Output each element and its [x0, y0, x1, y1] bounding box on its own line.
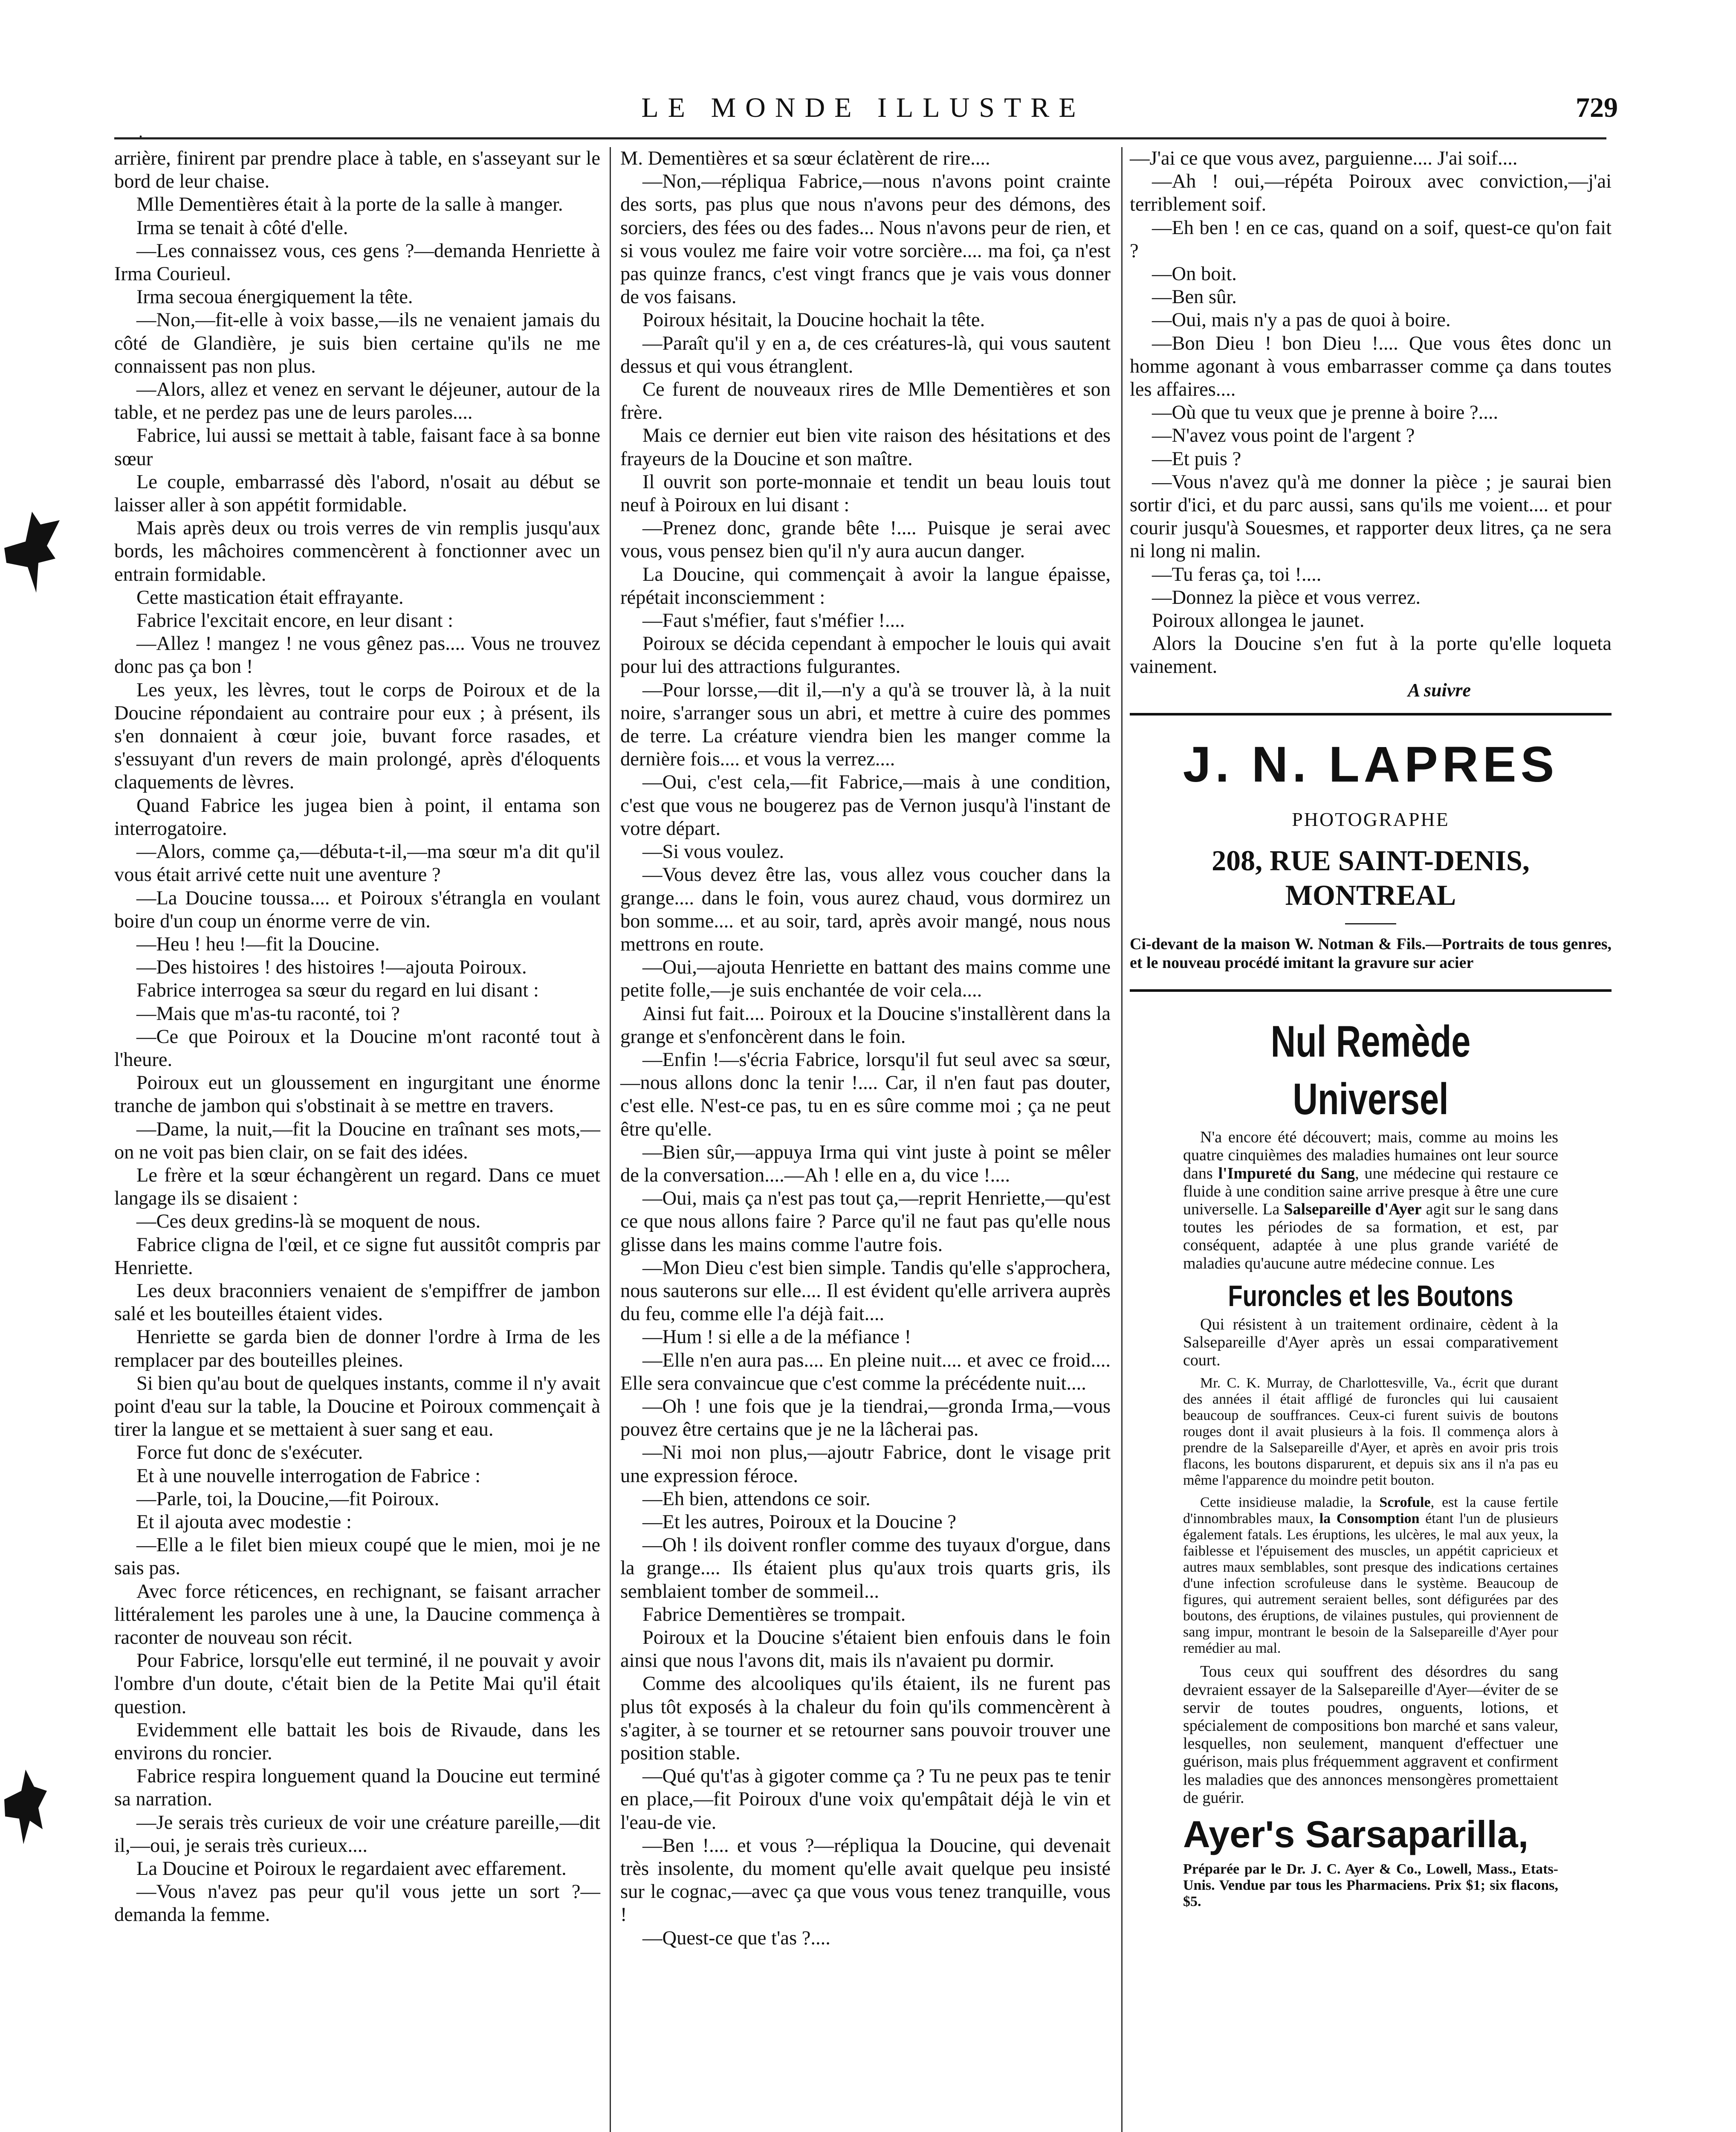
advert-ayer-testimonial: Mr. C. K. Murray, de Charlottesville, Va., écrit que durant des années il était affligé de furoncles qui lui causaient beaucoup de souffrances. Ceux-ci furent suivis de boutons rouges dont il avait plusieurs à la fois. Il commença alors à prendre de la Salsepareille d'Ayer, et après en avoir pris trois flacons, les boutons disparurent, et depuis six ans il n'a pas eu même l'apparence du moindre petit bouton. [1183, 1375, 1558, 1489]
paragraph: Fabrice Dementières se trompait. [642, 1603, 906, 1625]
paragraph: Cette mastication était effrayante. [136, 586, 404, 608]
paragraph: Avec force réticences, en rechignant, se faisant arracher littéralement les paroles une à une, la Daucine commença à raconter de nouveau son récit. [114, 1580, 600, 1648]
header-rule [114, 137, 1606, 139]
paragraph: Fabrice l'excitait encore, en leur disant : [136, 610, 454, 632]
paragraph: —Oh ! ils doivent ronfler comme des tuyaux d'orgue, dans la grange.... Ils étaient plus qu'aux trois quarts gris, ils semblaient tomber de sommeil... [620, 1534, 1111, 1602]
paragraph: Le couple, embarrassé dès l'abord, n'osait au début se laisser aller à son appétit formidable. [114, 471, 600, 516]
paragraph: —Oui,—ajouta Henriette en battant des mains comme une petite folle,—je suis enchantée de voir cela.... [620, 956, 1111, 1002]
paragraph: Comme des alcooliques qu'ils étaient, ils ne furent pas plus tôt exposés à la chaleur du foin qu'ils commencèrent à s'agiter, à se tourner et se retourner sans pouvoir trouver une position stable. [620, 1673, 1111, 1764]
page-header [109, 92, 1618, 141]
paragraph: Fabrice cligna de l'œil, et ce signe fut aussitôt compris par Henriette. [114, 1234, 600, 1279]
paragraph: —Bien sûr,—appuya Irma qui vint juste à point se mêler de la conversation....—Ah ! elle en a, du vice !.... [620, 1141, 1111, 1186]
paragraph: Les yeux, les lèvres, tout le corps de Poiroux et de la Doucine répondaient au contraire pour eux ; à présent, ils s'en donnaient à cœur joie, buvant force rasades, et s'essuyant d'un revers de main prolongé, après d'éloquents claquements de lèvres. [114, 679, 600, 794]
paragraph: —Eh bien, attendons ce soir. [642, 1488, 871, 1510]
advert-lapres-divider [1345, 923, 1396, 924]
paragraph: —Je serais très curieux de voir une créature pareille,—dit il,—oui, je serais très curieux.... [114, 1811, 600, 1857]
paragraph: —Mais que m'as-tu raconté, toi ? [136, 1002, 400, 1025]
header-dot: . [139, 122, 143, 141]
paragraph: —J'ai ce que vous avez, parguienne.... J'ai soif.... [1130, 148, 1518, 169]
paragraph: —Ben sûr. [1152, 286, 1237, 308]
paragraph: Le frère et la sœur échangèrent un regard. Dans ce muet langage ils se disaient : [114, 1164, 600, 1210]
paragraph: —Allez ! mangez ! ne vous gênez pas.... Vous ne trouvez donc pas ça bon ! [114, 633, 600, 678]
paragraph: Irma se tenait à côté d'elle. [136, 217, 348, 239]
advert-lapres-name: J. N. LAPRES [1183, 736, 1559, 793]
paragraph: Mlle Dementières était à la porte de la salle à manger. [136, 194, 563, 216]
paragraph: —Des histoires ! des histoires !—ajouta Poiroux. [136, 956, 527, 979]
paragraph: —Heu ! heu !—fit la Doucine. [136, 933, 380, 955]
paragraph: —Enfin !—s'écria Fabrice, lorsqu'il fut seul avec sa sœur,—nous allons donc la tenir !.... Car, il n'en faut pas douter, c'est elle. N'est-ce pas, tu en es sûre comme moi ; ça ne peut être qu'elle. [620, 1049, 1111, 1140]
advert-lapres [1130, 735, 1612, 972]
paragraph: —Paraît qu'il y en a, de ces créatures-là, qui vous sautent dessus et qui vous étranglent. [620, 332, 1111, 377]
paragraph: —Alors, comme ça,—débuta-t-il,—ma sœur m'a dit qu'il vous était arrivé cette nuit une aventure ? [114, 841, 600, 886]
paragraph: —Ces deux gredins-là se moquent de nous. [136, 1211, 481, 1233]
paragraph: —Mon Dieu c'est bien simple. Tandis qu'elle s'approchera, nous sauterons sur elle.... Il est évident qu'elle arrivera auprès du feu, comme elle l'a déjà fait.... [620, 1257, 1111, 1325]
paragraph: Si bien qu'au bout de quelques instants, comme il n'y avait point d'eau sur la table, la Doucine et Poiroux commençait à tirer la langue et se mettaient à suer sang et eau. [114, 1372, 600, 1441]
paragraph: Mais ce dernier eut bien vite raison des hésitations et des frayeurs de la Doucine et son maître. [620, 425, 1111, 470]
paragraph: Evidemment elle battait les bois de Rivaude, dans les environs du roncier. [114, 1719, 600, 1764]
advert-ayer-paragraph-2: Qui résistent à un traitement ordinaire, cèdent à la Salsepareille d'Ayer après un essai comparativement court. [1183, 1315, 1558, 1370]
paragraph: —Les connaissez vous, ces gens ?—demanda Henriette à Irma Courieul. [114, 240, 600, 285]
paragraph: —Ah ! oui,—répéta Poiroux avec conviction,—j'ai terriblement soif. [1130, 171, 1612, 216]
paragraph: Poiroux hésitait, la Doucine hochait la tête. [642, 309, 985, 331]
paragraph: arrière, finirent par prendre place à table, en s'asseyant sur le bord de leur chaise. [114, 148, 600, 193]
paragraph: M. Dementières et sa sœur éclatèrent de rire.... [620, 148, 990, 169]
paragraph: —Ni moi non plus,—ajoutr Fabrice, dont le visage prit une expression féroce. [620, 1442, 1111, 1487]
paragraph: —Et les autres, Poiroux et la Doucine ? [642, 1511, 957, 1533]
paragraph: —Oh ! une fois que je la tiendrai,—gronda Irma,—vous pouvez être certains que je ne la lâcherai pas. [620, 1395, 1111, 1441]
paragraph: Mais après deux ou trois verres de vin remplis jusqu'aux bords, les mâchoires commencèrent à fonctionner avec un entrain formidable. [114, 517, 600, 585]
paragraph: Poiroux allongea le jaunet. [1152, 610, 1365, 632]
paragraph: Pour Fabrice, lorsqu'elle eut terminé, il ne pouvait y avoir l'ombre d'un doute, c'était bien de la Petite Mai qu'il était question. [114, 1650, 600, 1718]
paragraph: Les deux braconniers venaient de s'empiffrer de jambon salé et les bouteilles étaient vides. [114, 1280, 600, 1325]
page-number: 729 [1576, 92, 1618, 123]
paragraph: La Doucine et Poiroux le regardaient avec effarement. [136, 1858, 567, 1880]
paragraph: La Doucine, qui commençait à avoir la langue épaisse, répétait inconsciemment : [620, 563, 1111, 608]
advert-ayer-paragraph-4: Cette insidieuse maladie, la Scrofule, est la cause fertile d'innombrables maux, la Consomption étant l'un de plusieurs également fatals. Les éruptions, les ulcères, le mal aux yeux, la faiblesse et l'épuisement des muscles, un appétit capricieux et autres maux semblables, sont presque des indications certaines d'une infection scrofuleuse dans le système. Beaucoup de figures, qui autrement seraient belles, sont défigurées par des boutons, des éruptions, de vilaines pustules, qui proviennent de sang impur, montrant le besoin de la Salsepareille d'Ayer pour remédier au mal. [1183, 1495, 1558, 1657]
text-column-2 [620, 147, 1111, 1950]
separator-rule [1130, 713, 1612, 715]
paragraph: Quand Fabrice les jugea bien à point, il entama son interrogatoire. [114, 794, 600, 840]
paragraph: —Où que tu veux que je prenne à boire ?.... [1152, 402, 1499, 424]
paragraph: Alors la Doucine s'en fut à la porte qu'elle loqueta vainement. [1130, 633, 1612, 678]
paragraph: Poiroux eut un gloussement en ingurgitant une énorme tranche de jambon qui s'obstinait à se mettre en travers. [114, 1072, 600, 1117]
paragraph: —Tu feras ça, toi !.... [1152, 563, 1322, 585]
text-column-1 [114, 147, 600, 1927]
paragraph: —Oui, mais n'y a pas de quoi à boire. [1152, 309, 1451, 331]
paragraph: —N'avez vous point de l'argent ? [1152, 425, 1415, 447]
paragraph: —Qué qu't'as à gigoter comme ça ? Tu ne peux pas te tenir en place,—fit Poiroux d'une voix qu'empâtait déjà le vin et l'eau-de vie. [620, 1765, 1111, 1834]
paragraph: —Prenez donc, grande bête !.... Puisque je serai avec vous, vous pensez bien qu'il n'y aura aucun danger. [620, 517, 1111, 562]
paragraph: —Dame, la nuit,—fit la Doucine en traînant ses mots,—on ne voit pas bien clair, on se fait des idées. [114, 1118, 600, 1163]
paragraph: —Parle, toi, la Doucine,—fit Poiroux. [136, 1488, 440, 1510]
advert-ayer-brand: Ayer's Sarsaparilla, [1183, 1813, 1529, 1856]
journal-title: LE MONDE ILLUSTRE [641, 92, 1085, 123]
paragraph: Fabrice, lui aussi se mettait à table, faisant face à sa bonne sœur [114, 425, 600, 470]
paragraph: —Bon Dieu ! bon Dieu !.... Que vous êtes donc un homme agonant à vous embarrasser comme ça dans toutes les affaires.... [1130, 332, 1612, 401]
paragraph: Et il ajouta avec modestie : [136, 1511, 352, 1533]
paragraph: —La Doucine toussa.... et Poiroux s'étrangla en voulant boire d'un coup un énorme verre de vin. [114, 887, 600, 932]
paragraph: Poiroux se décida cependant à empocher le louis qui avait pour lui des attractions fulgurantes. [620, 633, 1111, 678]
separator-rule-2 [1130, 989, 1612, 992]
paragraph: —Hum ! si elle a de la méfiance ! [642, 1326, 911, 1348]
advert-ayer [1183, 1013, 1558, 1910]
advert-lapres-subtitle: PHOTOGRAPHE [1292, 808, 1450, 831]
advert-lapres-address: 208, RUE SAINT-DENIS, MONTREAL [1212, 844, 1530, 912]
a-suivre: A suivre [1408, 679, 1471, 701]
column-rule-2 [1121, 147, 1123, 2132]
paragraph: —Ben !.... et vous ?—répliqua la Doucine, qui devenait très insolente, du moment qu'elle avait quelque peu insisté sur le cognac,—avec ça que vous vous tenez tranquille, vous ! [620, 1834, 1111, 1926]
paragraph: Force fut donc de s'exécuter. [136, 1442, 363, 1464]
advert-lapres-description: Ci-devant de la maison W. Notman & Fils.—Portraits de tous genres, et le nouveau procédé imitant la gravure sur acier [1130, 935, 1612, 972]
paragraph: —Oui, mais ça n'est pas tout ça,—reprit Henriette,—qu'est ce que nous allons faire ? Parce qu'il ne faut pas qu'elle nous glisse dans les mains comme l'autre fois. [620, 1188, 1111, 1256]
paragraph: —Quest-ce que t'as ?.... [642, 1927, 830, 1949]
paragraph: —Vous devez être las, vous allez vous coucher dans la grange.... dans le foin, vous aurez chaud, vous dormirez un bon somme.... et au soir, tard, après avoir mangé, nous nous mettrons en route. [620, 864, 1111, 955]
paragraph: —Elle a le filet bien mieux coupé que le mien, moi je ne sais pas. [114, 1534, 600, 1579]
paragraph: —On boit. [1152, 263, 1237, 285]
paragraph: —Non,—répliqua Fabrice,—nous n'avons point crainte des sorts, pas plus que nous n'avons peur des démons, des sorciers, des fées ou des fades... Nous n'avons peur de rien, et si vous voulez me faire voir votre sorcière.... ma foi, ça n'est pas quinze francs, c'est vingt francs que je vais vous donner de vos faisans. [620, 171, 1111, 308]
paragraph: Poiroux et la Doucine s'étaient bien enfouis dans le foin ainsi que nous l'avons dit, mais ils n'avaient pu dormir. [620, 1627, 1111, 1672]
paragraph: Et à une nouvelle interrogation de Fabrice : [136, 1465, 481, 1487]
paragraph: Ainsi fut fait.... Poiroux et la Doucine s'installèrent dans la grange et s'enfoncèrent dans le foin. [620, 1002, 1111, 1048]
paragraph: Irma secoua énergiquement la tête. [136, 286, 413, 308]
paragraph: —Elle n'en aura pas.... En pleine nuit.... et avec ce froid.... Elle sera convaincue que c'est comme la précédente nuit.... [620, 1349, 1111, 1394]
paragraph: —Donnez la pièce et vous verrez. [1152, 586, 1421, 608]
paragraph: —Oui, c'est cela,—fit Fabrice,—mais à une condition, c'est que vous ne bougerez pas de Vernon jusqu'à l'instant de votre départ. [620, 771, 1111, 840]
advert-ayer-paragraph-1: N'a encore été découvert; mais, comme au moins les quatre cinquièmes des maladies humaines ont leur source dans l'Impureté du Sang, une médecine qui restaure ce fluide à une condition saine arrive presque à être une cure universelle. La Salsepareille d'Ayer agit sur le sang dans toutes les périodes de sa formation, et est, par conséquent, adaptée à une plus grande variété de maladies qu'aucune autre médecine connue. Les [1183, 1128, 1558, 1272]
paragraph: —Vous n'avez pas peur qu'il vous jette un sort ?—demanda la femme. [114, 1881, 600, 1926]
advert-ayer-footer: Préparée par le Dr. J. C. Ayer & Co., Lowell, Mass., Etats-Unis. Vendue par tous les Pharmaciens. Prix $1; six flacons, $5. [1183, 1861, 1558, 1910]
paragraph: —Non,—fit-elle à voix basse,—ils ne venaient jamais du côté de Glandière, je suis bien certaine qu'ils ne me connaissent pas non plus. [114, 309, 600, 377]
paragraph: Ce furent de nouveaux rires de Mlle Dementières et son frère. [620, 379, 1111, 424]
paragraph: —Eh ben ! en ce cas, quand on a soif, quest-ce qu'on fait ? [1130, 217, 1612, 262]
paragraph: —Si vous voulez. [642, 841, 784, 863]
paragraph: —Ce que Poiroux et la Doucine m'ont raconté tout à l'heure. [114, 1025, 600, 1071]
column-rule-1 [610, 147, 611, 2132]
margin-ink-mark-bottom [0, 1765, 51, 1846]
paragraph: Fabrice interrogea sa sœur du regard en lui disant : [136, 979, 539, 1002]
advert-ayer-paragraph-5: Tous ceux qui souffrent des désordres du sang devraient essayer de la Salsepareille d'Ayer—éviter de se servir de toutes poudres, onguents, lotions, et spécialement de compositions bon marché et sans valeur, lesquelles, non seulement, manquent d'effectuer une guérison, mais plus fréquemment aggravent et confirment les maladies que des annonces mensongères promettaient de guérir. [1183, 1663, 1558, 1807]
paragraph: —Faut s'méfier, faut s'méfier !.... [642, 610, 905, 632]
paragraph: —Et puis ? [1152, 448, 1241, 470]
text-column-3 [1130, 147, 1612, 1910]
paragraph: Il ouvrit son porte-monnaie et tendit un beau louis tout neuf à Poiroux en lui disant : [620, 471, 1111, 516]
advert-ayer-headline: Nul Remède Universel [1270, 1017, 1471, 1124]
paragraph: —Pour lorsse,—dit il,—n'y a qu'à se trouver là, à la nuit noire, s'arranger sous un abri, et mettre à cuire des pommes de terre. La créature viendra bien les manger comme la dernière fois.... et vous la verrez.... [620, 679, 1111, 771]
paragraph: Henriette se garda bien de donner l'ordre à Irma de les remplacer par des bouteilles pleines. [114, 1326, 600, 1371]
margin-ink-mark-top [0, 507, 64, 597]
paragraph: Fabrice respira longuement quand la Doucine eut terminé sa narration. [114, 1765, 600, 1810]
advert-ayer-subheadline: Furoncles et les Boutons [1228, 1279, 1513, 1312]
paragraph: —Alors, allez et venez en servant le déjeuner, autour de la table, et ne perdez pas une de leurs paroles.... [114, 379, 600, 424]
paragraph: —Vous n'avez qu'à me donner la pièce ; je saurai bien sortir d'ici, et du parc aussi, sans qu'ils me voient.... et pour courir jusqu'à Souesmes, et rapporter deux litres, ça ne sera ni long ni malin. [1130, 471, 1612, 562]
